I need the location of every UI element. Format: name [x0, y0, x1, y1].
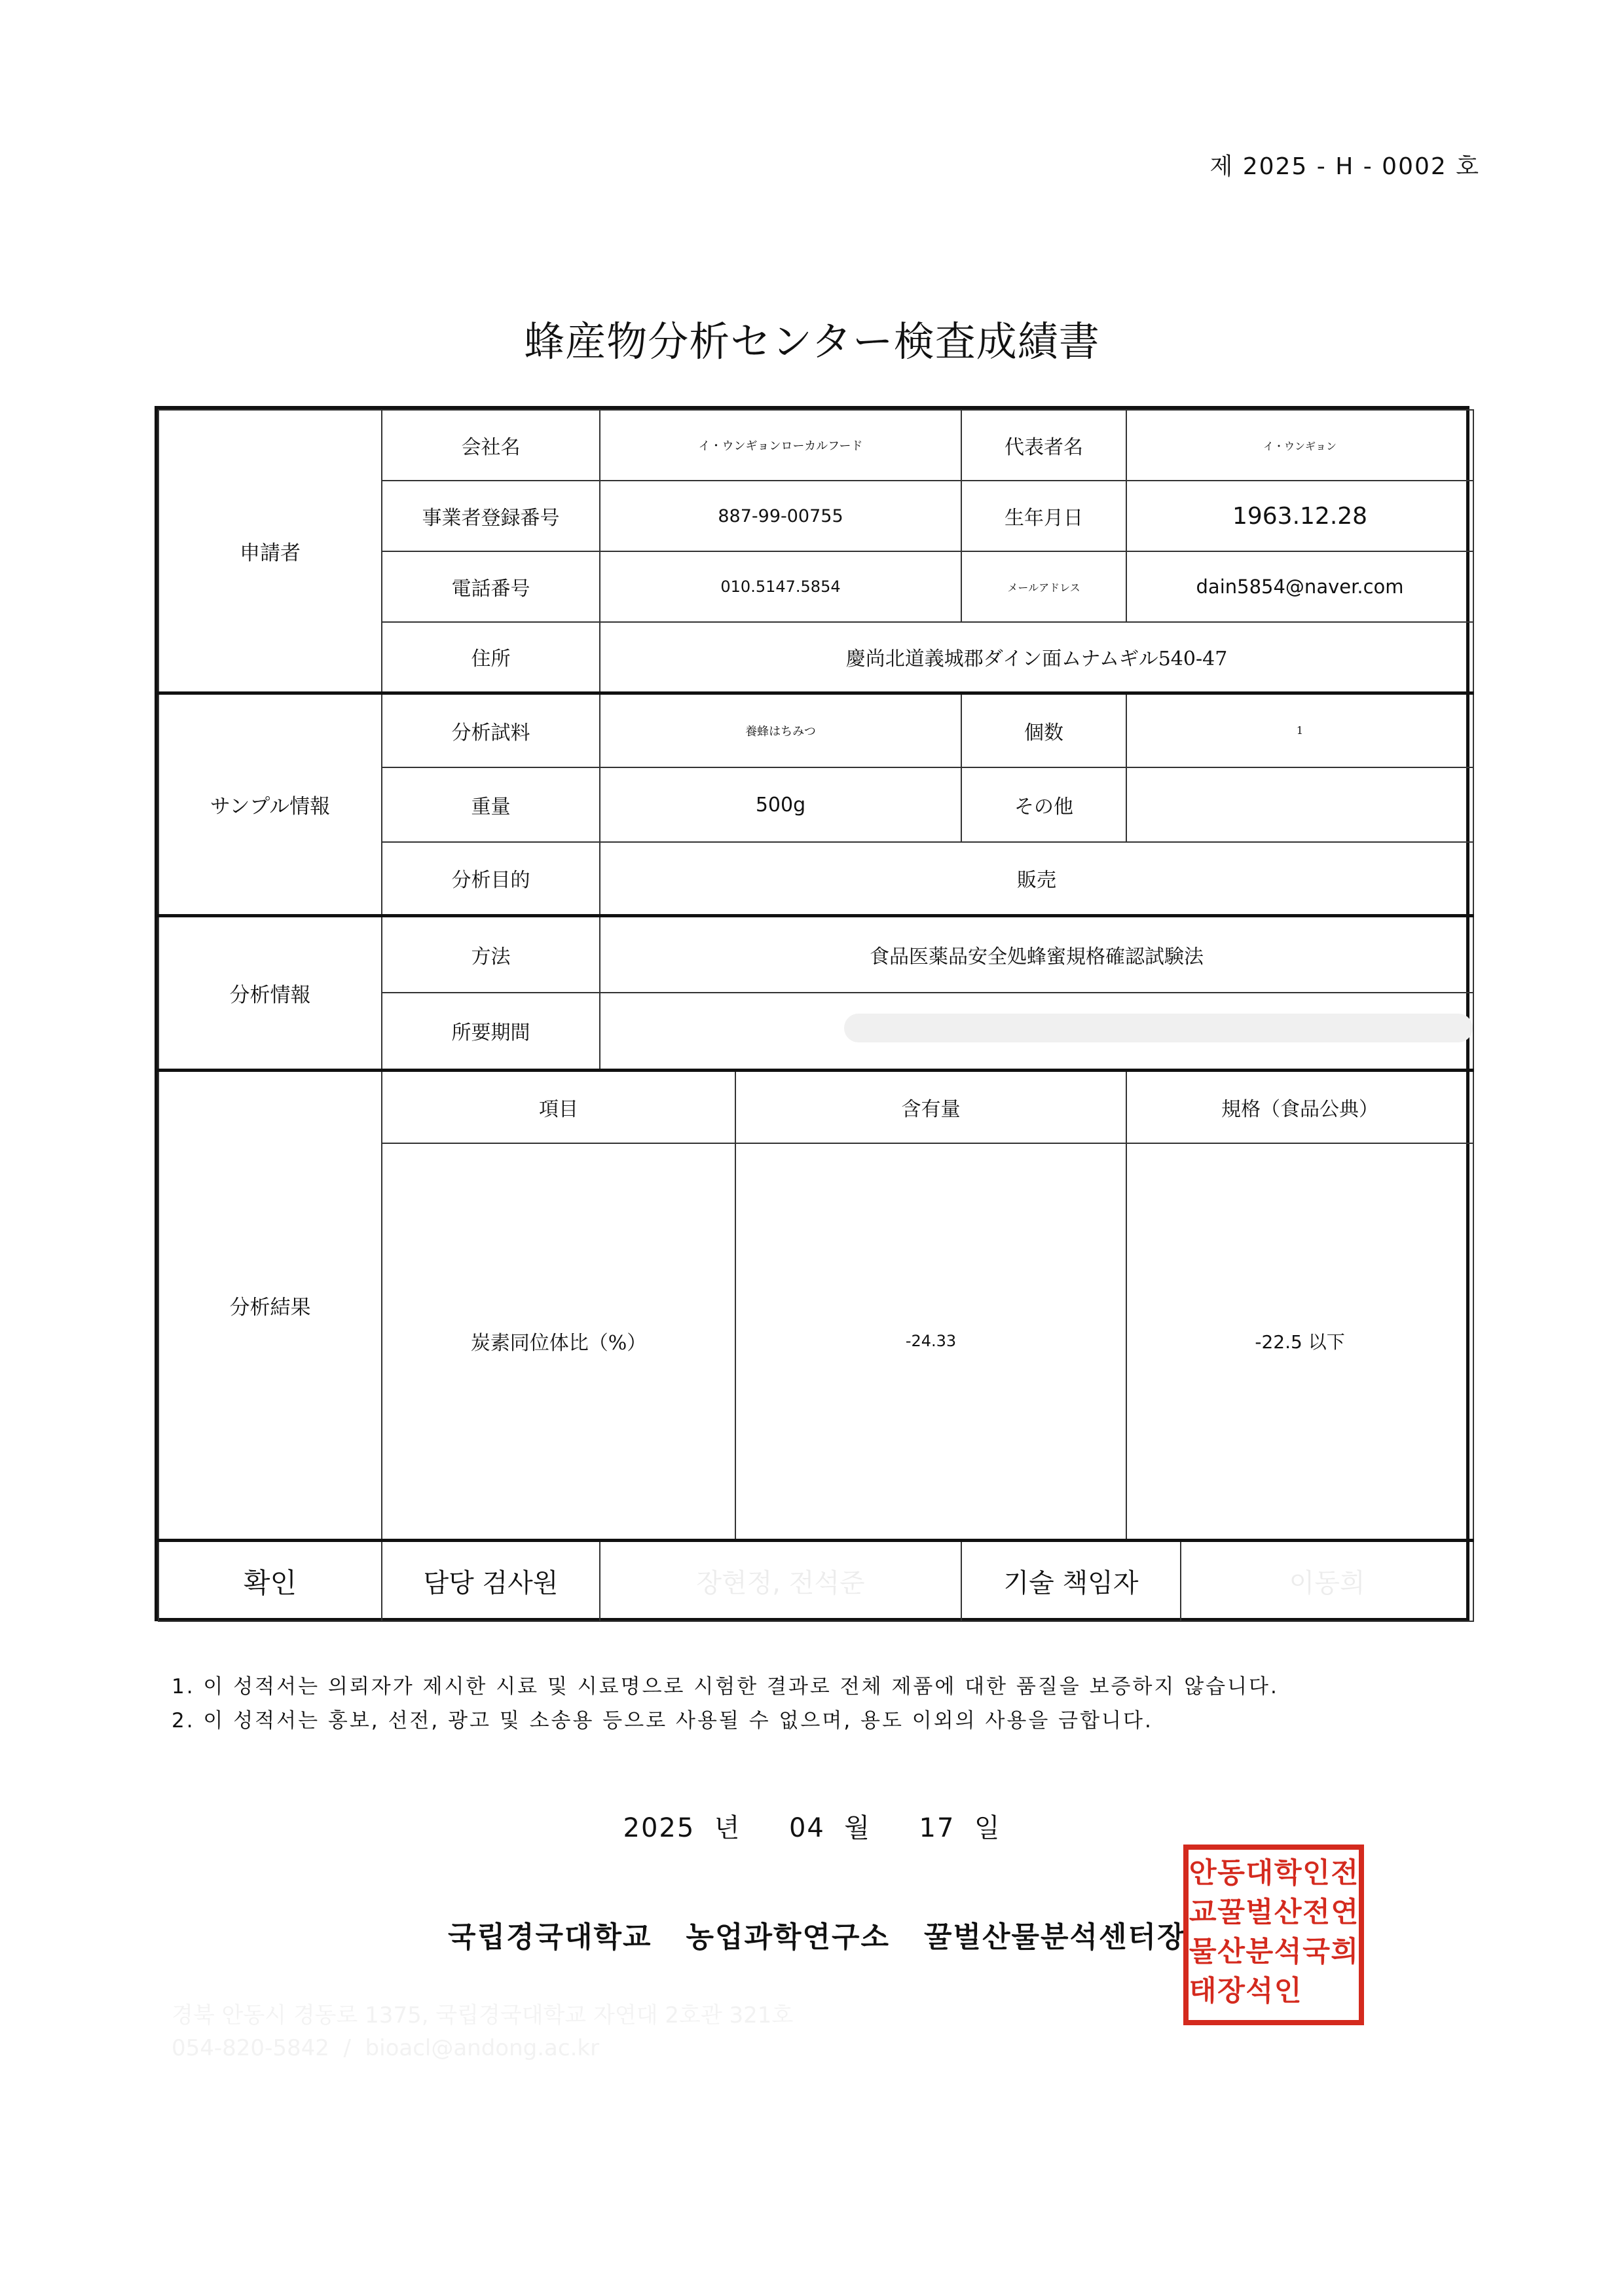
representative-value: イ・ウンギョン	[1126, 410, 1473, 481]
issue-date: 2025 년 04 월 17 일	[623, 1813, 1001, 1843]
seal-glyph: 희	[1331, 1936, 1359, 1968]
notes	[172, 1670, 1279, 1738]
row-method	[158, 915, 1473, 993]
issuer-name: 국립경국대학교 농업과학연구소 꿀벌산물분석센터장	[448, 1920, 1187, 1954]
sample-group-label: サンプル情報	[158, 693, 382, 915]
address-value: 慶尚北道義城郡ダイン面ムナムギル540-47	[600, 622, 1473, 693]
seal-glyph: 장	[1217, 1975, 1245, 2008]
inspector-value: 장현정, 전석준	[600, 1540, 961, 1621]
results-col-content: 含有量	[735, 1070, 1126, 1143]
seal-glyph: 꿀	[1217, 1896, 1245, 1929]
results-col-item: 項目	[382, 1070, 735, 1143]
method-value: 食品医薬品安全処蜂蜜規格確認試験法	[600, 915, 1473, 993]
sample-label: 分析試料	[382, 693, 600, 767]
seal-glyph: 벌	[1246, 1896, 1274, 1929]
results-group-label: 分析結果	[158, 1070, 382, 1540]
note-2: 2. 이 성적서는 홍보, 선전, 광고 및 소송용 등으로 사용될 수 없으며, 용도 이외의 사용을 금합니다.	[172, 1709, 1153, 1733]
address-line-2: 054-820-5842 / bioacl@andong.ac.kr	[172, 2035, 600, 2061]
sample-value: 養蜂はちみつ	[600, 693, 961, 767]
other-value	[1126, 767, 1473, 842]
seal-glyph: 산	[1217, 1936, 1245, 1968]
period-label: 所要期間	[382, 993, 600, 1070]
period-value-redacted	[600, 993, 1473, 1070]
seal-glyph: 국	[1302, 1936, 1330, 1968]
seal-glyph: 대	[1246, 1857, 1274, 1890]
seal-glyph: 안	[1189, 1857, 1217, 1890]
address-line-1: 경북 안동시 경동로 1375, 국립경국대학교 자연대 2호관 321호	[172, 2002, 794, 2029]
inspection-table	[158, 409, 1474, 1622]
seal-glyph: 물	[1189, 1936, 1217, 1968]
note-1: 1. 이 성적서는 의뢰자가 제시한 시료 및 시료명으로 시험한 결과로 전체 제품에 대한 품질을 보증하지 않습니다.	[172, 1675, 1279, 1698]
company-value: イ・ウンギョンローカルフード	[600, 410, 961, 481]
birth-date-label: 生年月日	[961, 481, 1126, 551]
applicant-group-label: 申請者	[158, 410, 382, 693]
results-item: 炭素同位体比（%）	[382, 1143, 735, 1540]
row-results-header	[158, 1070, 1473, 1143]
count-value: 1	[1126, 693, 1473, 767]
seal-glyph: 석	[1246, 1975, 1274, 2008]
weight-value: 500g	[600, 767, 961, 842]
other-label: その他	[961, 767, 1126, 842]
representative-label: 代表者名	[961, 410, 1126, 481]
tech-manager-label: 기술 책임자	[961, 1540, 1181, 1621]
inspector-label: 담당 검사원	[382, 1540, 600, 1621]
seal-glyph: 학	[1274, 1857, 1302, 1890]
seal-glyph: 분	[1246, 1936, 1274, 1968]
business-registration-value: 887-99-00755	[600, 481, 961, 551]
seal-glyph: 석	[1274, 1936, 1302, 1968]
email-label: メールアドレス	[961, 551, 1126, 622]
business-registration-label: 事業者登録番号	[382, 481, 600, 551]
results-content: -24.33	[735, 1143, 1126, 1540]
seal-glyph: 동	[1217, 1857, 1245, 1890]
results-spec: -22.5 以下	[1126, 1143, 1473, 1540]
seal-glyph: 인	[1302, 1857, 1330, 1890]
company-label: 会社名	[382, 410, 600, 481]
seal-glyph: 전	[1331, 1857, 1359, 1890]
seal-glyph: 연	[1331, 1896, 1359, 1929]
confirm-label: 확인	[158, 1540, 382, 1621]
official-seal	[1182, 1843, 1365, 2027]
tech-manager-value: 이동희	[1181, 1540, 1473, 1621]
row-confirm	[158, 1540, 1473, 1621]
seal-glyph: 전	[1302, 1896, 1330, 1929]
method-label: 方法	[382, 915, 600, 993]
address-label: 住所	[382, 622, 600, 693]
weight-label: 重量	[382, 767, 600, 842]
seal-glyph: 산	[1274, 1896, 1302, 1929]
birth-date-value: 1963.12.28	[1126, 481, 1473, 551]
analysis-group-label: 分析情報	[158, 915, 382, 1070]
results-col-spec: 規格（食品公典）	[1126, 1070, 1473, 1143]
redaction-blur	[844, 1014, 1473, 1042]
seal-glyph: 태	[1189, 1975, 1217, 2008]
seal-glyph: 인	[1274, 1975, 1302, 2008]
row-sample	[158, 693, 1473, 767]
phone-label: 電話番号	[382, 551, 600, 622]
purpose-value: 販売	[600, 842, 1473, 915]
row-company	[158, 410, 1473, 481]
inspection-form	[155, 406, 1469, 1621]
purpose-label: 分析目的	[382, 842, 600, 915]
document-title: 蜂産物分析センター検査成績書	[524, 318, 1100, 365]
document-number: 제 2025 - H - 0002 호	[1209, 153, 1480, 180]
count-label: 個数	[961, 693, 1126, 767]
email-value: dain5854@naver.com	[1126, 551, 1473, 622]
phone-value: 010.5147.5854	[600, 551, 961, 622]
seal-glyph: 교	[1189, 1896, 1217, 1929]
